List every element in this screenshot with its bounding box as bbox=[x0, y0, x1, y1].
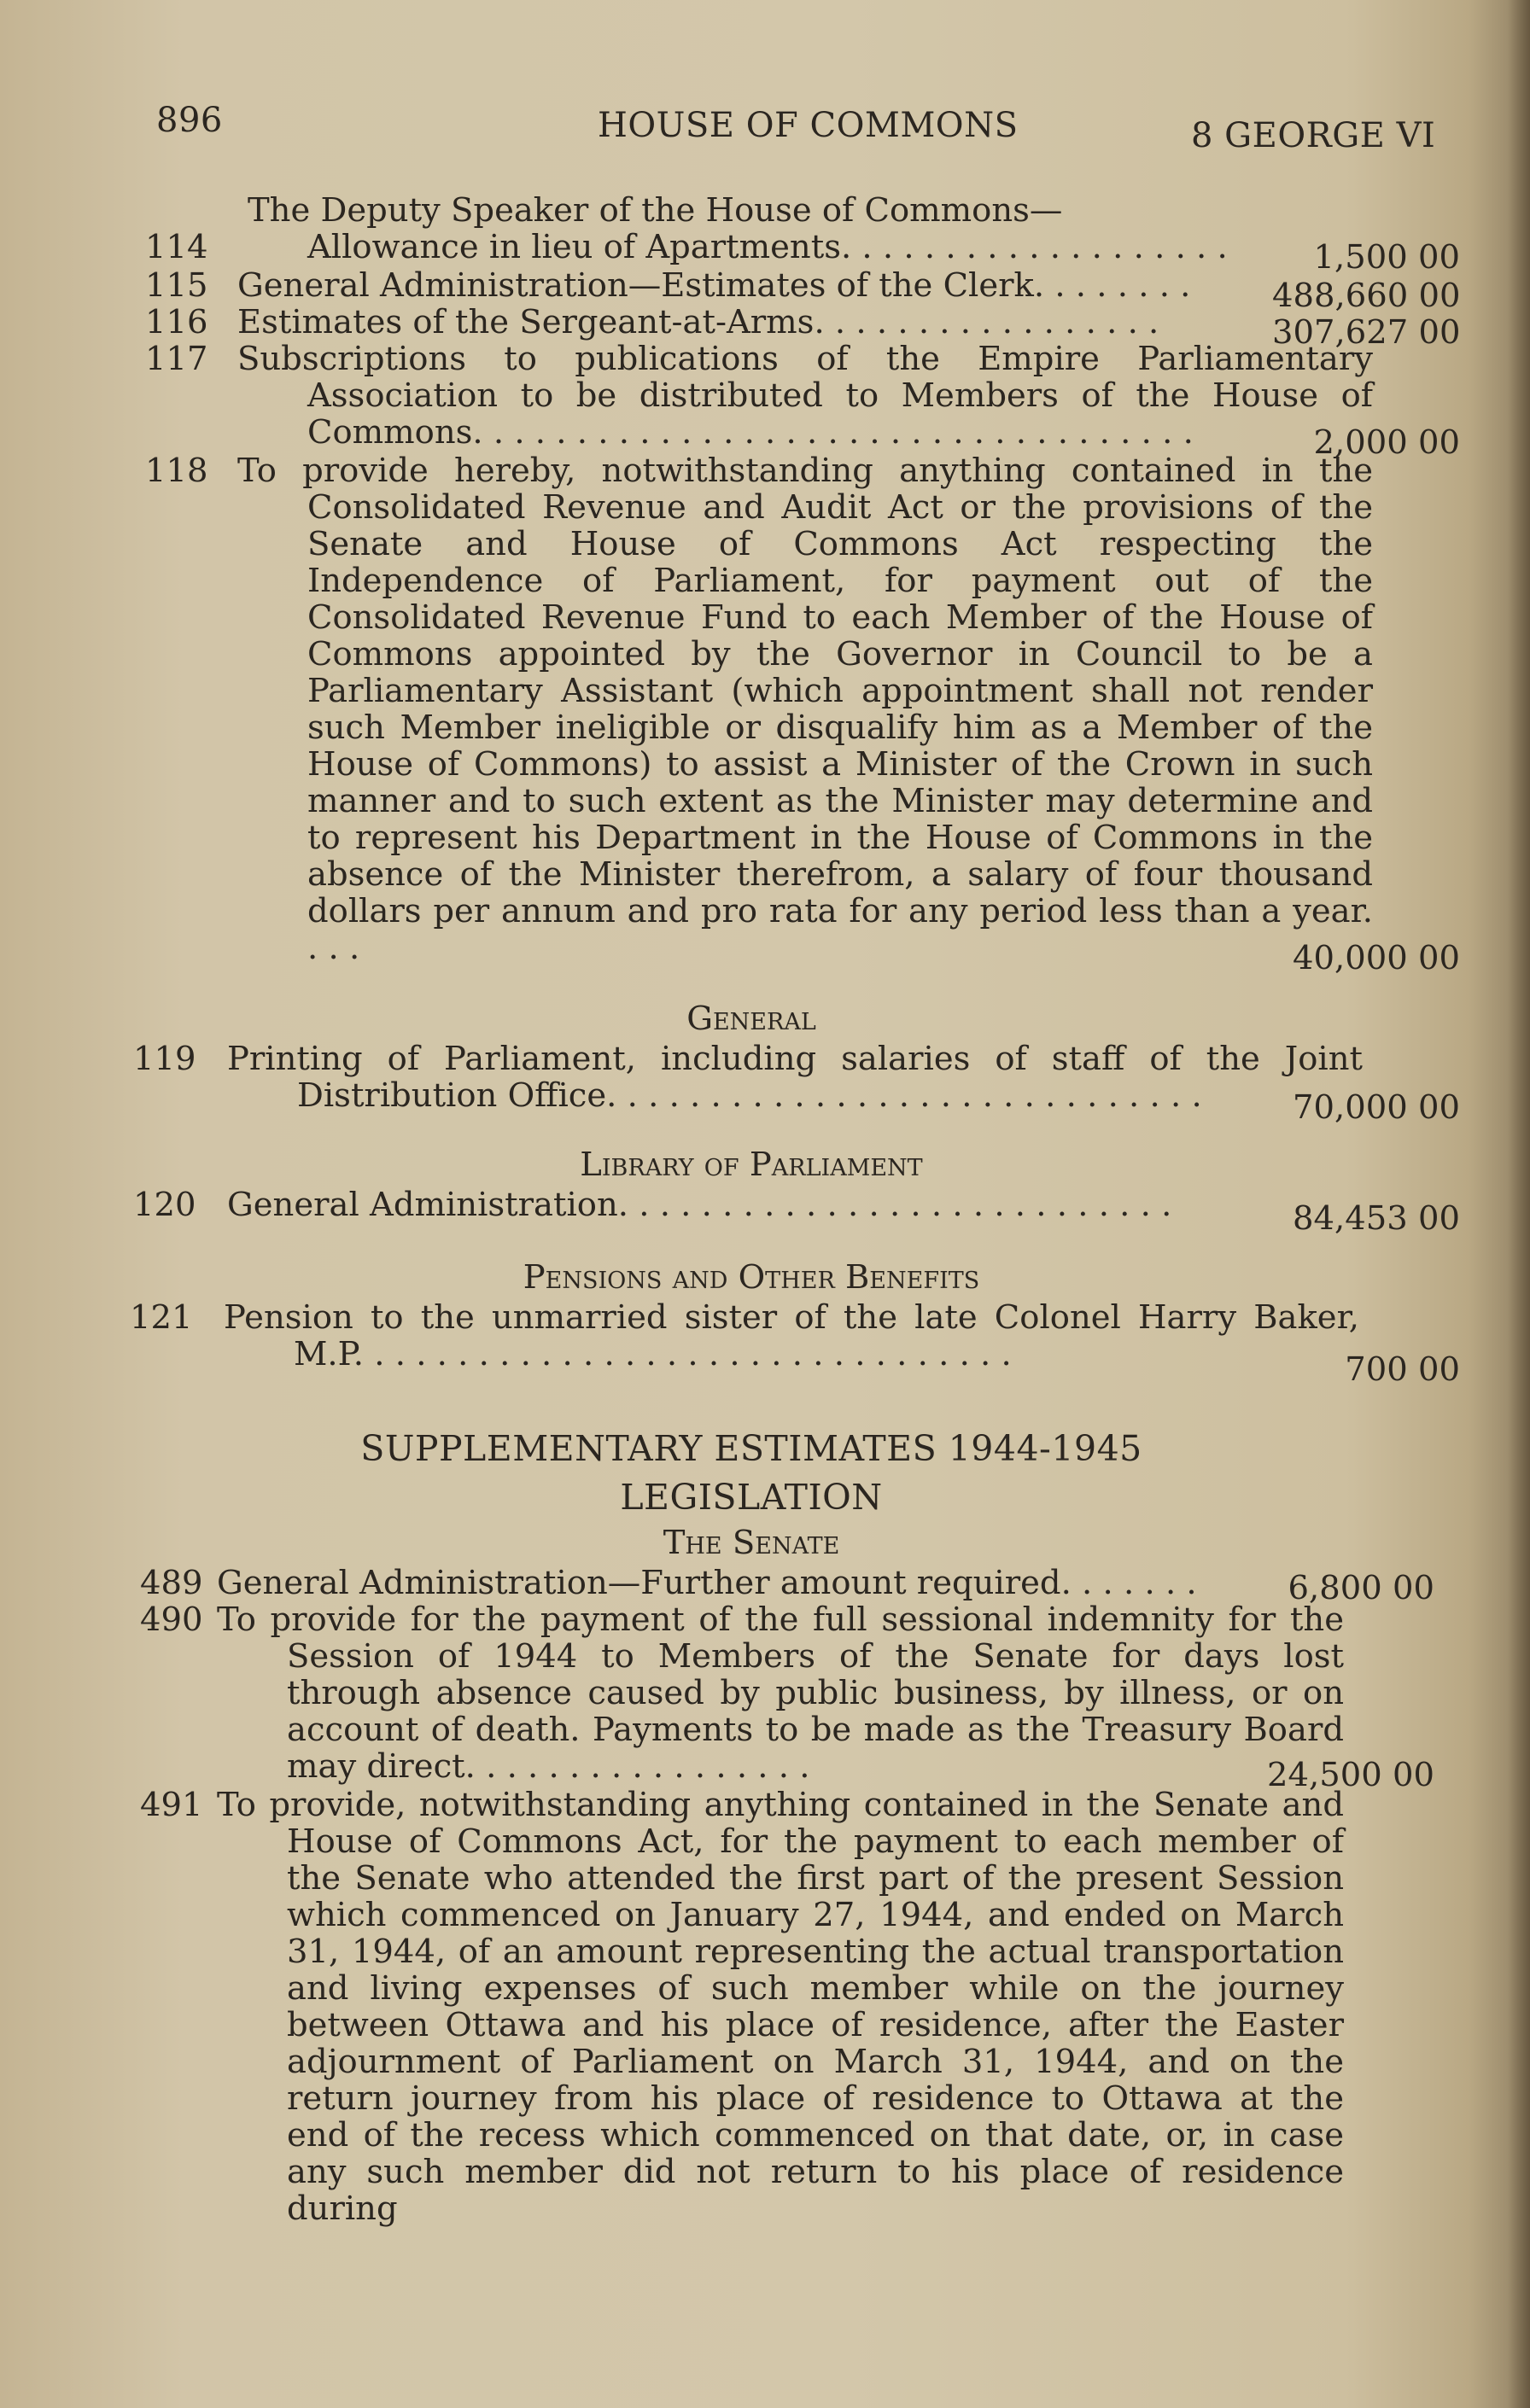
item-491 bbox=[140, 1786, 1460, 2228]
item-number: 491 bbox=[140, 1786, 203, 1824]
item-amount: 6,800 00 bbox=[1288, 1569, 1434, 1607]
item-amount: 84,453 00 bbox=[1293, 1199, 1460, 1238]
section-heading-library: Library of Parliament bbox=[580, 1146, 923, 1184]
page-header bbox=[0, 101, 1530, 160]
item-number: 118 bbox=[145, 452, 208, 490]
item-text: To provide for the payment of the full sessional indemnity for the Session of 1944 to Members of the Senate for days lost through absence caused by public business, by illness, or on account of death. Payments to be made as the Treasury Board may direct. . . . . . . . . . . . . . . . . bbox=[217, 1600, 1344, 1786]
item-amount: 1,500 00 bbox=[1313, 238, 1460, 277]
item-number: 119 bbox=[133, 1040, 196, 1078]
item-number: 490 bbox=[140, 1600, 203, 1639]
item-text: To provide, notwithstanding anything contained in the Senate and House of Commons Act, for the payment to each member of the Senate who attended the first part of the present Session which commenced on January 27, 1944, and ended on March 31, 1944, of an amount representing the actual transportation and living expenses of such member while on the journey between Ottawa and his place of residence, after the Easter adjournment of Parliament on March 31, 1944, and on the return journey from his place of residence to Ottawa at the end of the recess which commenced on that date, or, in case any such member did not return to his place of residence during bbox=[217, 1786, 1344, 2228]
item-number: 115 bbox=[145, 266, 208, 305]
item-text: Subscriptions to publications of the Empire Parliamentary Association to be distributed to Members of the House of Commons. . . . . . . . . . . . . . . . . . . . . . . . . . . . . . . . . . . bbox=[237, 340, 1373, 452]
item-amount: 24,500 00 bbox=[1267, 1756, 1434, 1794]
item-number: 121 bbox=[130, 1298, 193, 1337]
item-117 bbox=[145, 340, 1460, 462]
item-text: Printing of Parliament, including salaries of staff of the Joint Distribution Office. . . . . . . . . . . . . . . . . . . . . . . . . . . . . bbox=[227, 1040, 1363, 1115]
item-number: 489 bbox=[140, 1564, 203, 1602]
item-amount: 70,000 00 bbox=[1293, 1088, 1460, 1127]
item-text: Allowance in lieu of Apartments. . . . . . . . . . . . . . . . . . . bbox=[307, 228, 1228, 266]
item-120 bbox=[133, 1186, 1460, 1238]
item-text: General Administration—Estimates of the Clerk. . . . . . . . bbox=[237, 266, 1191, 305]
item-text: General Administration. . . . . . . . . . . . . . . . . . . . . . . . . . . bbox=[227, 1186, 1172, 1224]
section-heading-pensions: Pensions and Other Benefits bbox=[523, 1258, 980, 1297]
item-amount: 2,000 00 bbox=[1313, 423, 1460, 462]
item-amount: 40,000 00 bbox=[1293, 939, 1460, 977]
item-text: To provide hereby, notwithstanding anything contained in the Consolidated Revenue and Audit Act or the provisions of the Senate and House of Commons Act respecting the Independence of Parliament, for payment out of the Consolidated Revenue Fund to each Member of the House of Commons appointed by the Governor in Council to be a Parliamentary Assistant (which appointment shall not render such Member ineligible or disqualify him as a Member of the House of Commons) to assist a Minister of the Crown in such manner and to such extent as the Minister may determine and to represent his Department in the House of Commons in the absence of the Minister therefrom, a salary of four thousand dollars per annum and pro rata for any period less than a year. . . . bbox=[237, 452, 1373, 967]
item-number: 116 bbox=[145, 303, 208, 341]
item-114 bbox=[145, 228, 1460, 277]
legislation-heading: LEGISLATION bbox=[620, 1477, 883, 1518]
estimates-body bbox=[130, 191, 1461, 2228]
intro-text: The Deputy Speaker of the House of Commons— bbox=[248, 191, 1063, 230]
item-490 bbox=[140, 1600, 1460, 1794]
item-number: 120 bbox=[133, 1186, 196, 1224]
item-number: 114 bbox=[145, 228, 208, 266]
item-118 bbox=[145, 452, 1460, 977]
supplementary-heading: SUPPLEMENTARY ESTIMATES 1944-1945 bbox=[360, 1428, 1142, 1469]
page-number: 896 bbox=[156, 101, 223, 140]
item-number: 117 bbox=[145, 340, 208, 378]
item-text: Pension to the unmarried sister of the late Colonel Harry Baker, M.P. . . . . . . . . . . . . . . . . . . . . . . . . . . . . . . . bbox=[224, 1298, 1359, 1373]
item-amount: 488,660 00 bbox=[1272, 277, 1461, 315]
item-121 bbox=[130, 1298, 1460, 1389]
item-amount: 700 00 bbox=[1345, 1350, 1460, 1389]
section-heading-general: General bbox=[686, 1000, 816, 1038]
item-119 bbox=[133, 1040, 1460, 1127]
item-text: General Administration—Further amount required. . . . . . . bbox=[217, 1564, 1197, 1602]
item-amount: 307,627 00 bbox=[1272, 313, 1461, 352]
item-116 bbox=[145, 303, 1461, 352]
regnal-year: 8 GEORGE VI bbox=[1191, 116, 1436, 155]
item-115 bbox=[145, 266, 1461, 315]
item-text: Estimates of the Sergeant-at-Arms. . . . . . . . . . . . . . . . . bbox=[237, 303, 1159, 341]
running-title: HOUSE OF COMMONS bbox=[598, 106, 1019, 145]
item-489 bbox=[140, 1564, 1460, 1607]
section-heading-senate: The Senate bbox=[663, 1524, 840, 1562]
intro-line bbox=[145, 192, 1530, 229]
